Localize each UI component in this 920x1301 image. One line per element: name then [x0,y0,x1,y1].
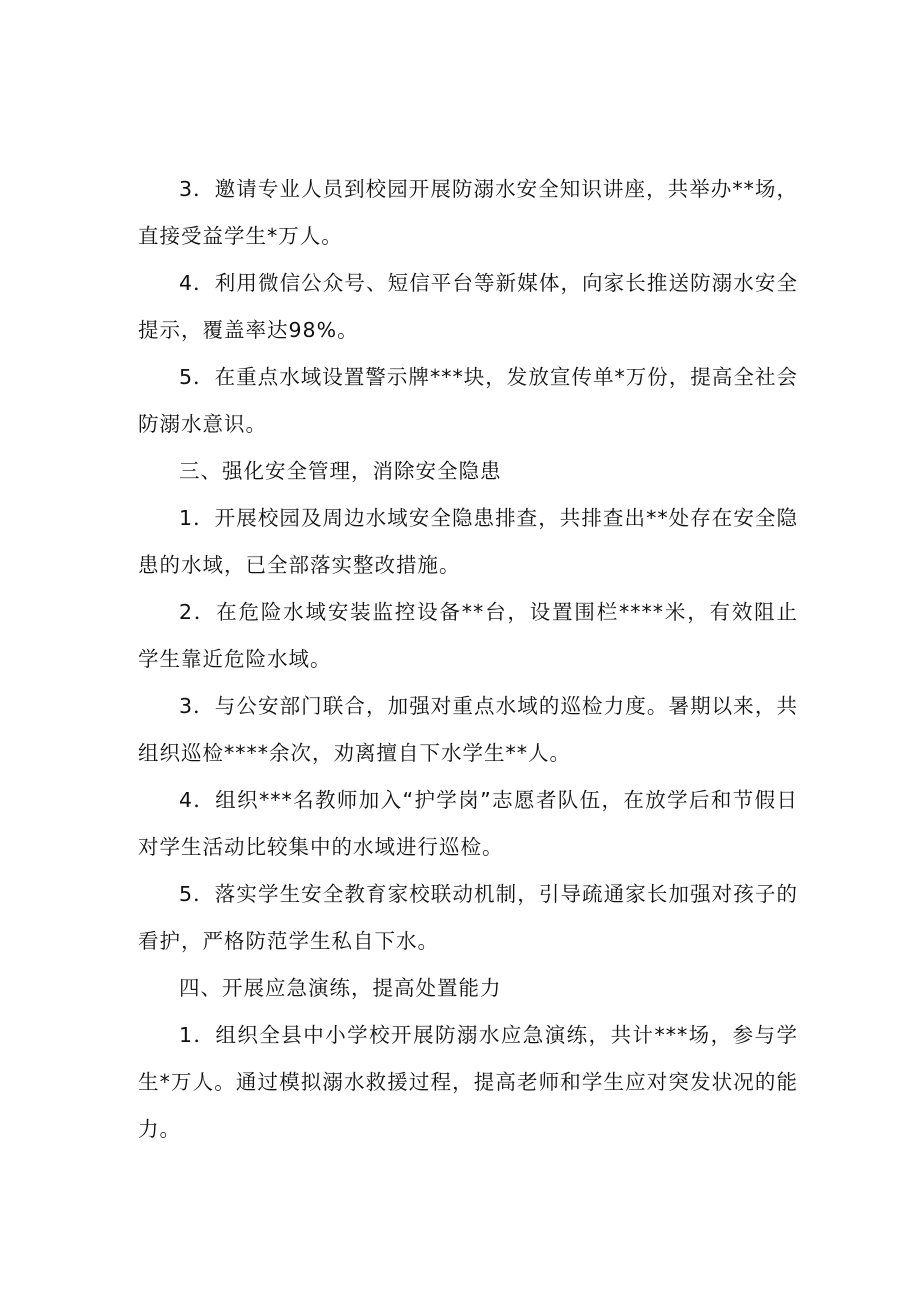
item-3-patrol: 3．与公安部门联合，加强对重点水域的巡检力度。暑期以来，共组织巡检****余次，劝离擅自下水学生**人。 [138,694,798,765]
item-4-volunteers: 4．组织***名教师加入“护学岗”志愿者队伍，在放学后和节假日对学生活动比较集中的水域进行巡检。 [138,788,798,859]
item-3-lectures: 3．邀请专业人员到校园开展防溺水安全知识讲座，共举办**场，直接受益学生*万人。 [138,177,798,248]
item-2-monitoring: 2．在危险水域安装监控设备**台，设置围栏****米，有效阻止学生靠近危险水域。 [138,600,798,671]
item-4-new-media: 4．利用微信公众号、短信平台等新媒体，向家长推送防溺水安全提示，覆盖率达98%。 [138,271,798,342]
item-1-drills: 1．组织全县中小学校开展防溺水应急演练，共计***场，参与学生*万人。通过模拟溺水救援过程，提高老师和学生应对突发状况的能力。 [138,1023,798,1141]
item-5-home-school: 5．落实学生安全教育家校联动机制，引导疏通家长加强对孩子的看护，严格防范学生私自下水。 [138,882,798,953]
item-5-warning-signs: 5．在重点水域设置警示牌***块，发放宣传单*万份，提高全社会防溺水意识。 [138,365,798,436]
section-heading-4: 四、开展应急演练，提高处置能力 [179,976,502,1000]
section-heading-3: 三、强化安全管理，消除安全隐患 [179,459,502,483]
item-1-hazard-inspection: 1．开展校园及周边水域安全隐患排查，共排查出**处存在安全隐患的水域，已全部落实整改措施。 [138,506,798,577]
document-body [138,166,798,1153]
